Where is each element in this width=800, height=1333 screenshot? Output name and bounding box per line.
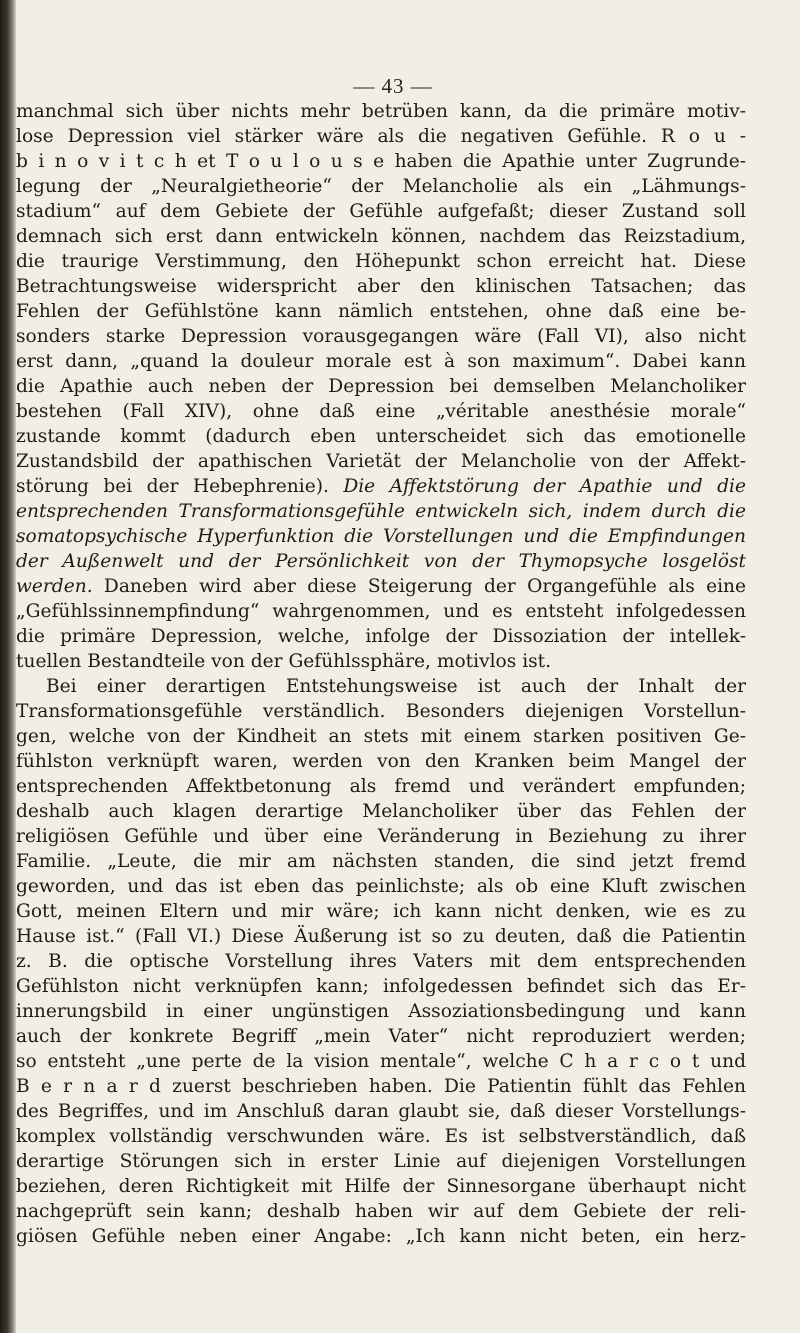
- text-line: die Apathie auch neben der Depression bei demselben Melancholiker: [16, 376, 746, 397]
- text-line: fühlston verknüpft waren, werden von den Kranken beim Mangel der: [16, 751, 746, 772]
- text-line: Transformationsgefühle verständlich. Besonders diejenigen Vorstellun-: [16, 701, 746, 722]
- text-line: entsprechenden Affektbetonung als fremd und verändert empfunden;: [16, 776, 746, 797]
- text-line: beziehen, deren Richtigkeit mit Hilfe der Sinnesorgane überhaupt nicht: [16, 1176, 746, 1197]
- text-line: z. B. die optische Vorstellung ihres Vaters mit dem entsprechenden: [16, 951, 746, 972]
- text-line: geworden, und das ist eben das peinlichste; als ob eine Kluft zwischen: [16, 876, 746, 897]
- text-line: erst dann, „quand la douleur morale est à son maximum“. Dabei kann: [16, 351, 746, 372]
- text-line: komplex vollständig verschwunden wäre. Es ist selbstverständlich, daß: [16, 1126, 746, 1147]
- page-number: — 43 —: [353, 74, 433, 98]
- text-line: giösen Gefühle neben einer Angabe: „Ich kann nicht beten, ein herz-: [16, 1226, 746, 1247]
- text-line: die traurige Verstimmung, den Höhepunkt schon erreicht hat. Diese: [16, 251, 746, 272]
- text-line: des Begriffes, und im Anschluß daran glaubt sie, daß dieser Vorstellungs-: [16, 1101, 746, 1122]
- text-line: sonders starke Depression vorausgegangen wäre (Fall VI), also nicht: [16, 326, 746, 347]
- text-line: bestehen (Fall XIV), ohne daß eine „véritable anesthésie morale“: [16, 401, 746, 422]
- text-line: Bei einer derartigen Entstehungsweise ist auch der Inhalt der: [46, 676, 746, 697]
- text-line: b i n o v i t c h et T o u l o u s e haben die Apathie unter Zugrunde-: [16, 151, 746, 172]
- text-line: legung der „Neuralgietheorie“ der Melancholie als ein „Lähmungs-: [16, 176, 746, 197]
- text-line: somatopsychische Hyperfunktion die Vorstellungen und die Empfindungen: [16, 526, 746, 547]
- text-line: werden. Daneben wird aber diese Steigerung der Organgefühle als eine: [16, 576, 746, 597]
- text-line: gen, welche von der Kindheit an stets mit einem starken positiven Ge-: [16, 726, 746, 747]
- text-line: so entsteht „une perte de la vision mentale“, welche C h a r c o t und: [16, 1051, 746, 1072]
- text-line: manchmal sich über nichts mehr betrüben kann, da die primäre motiv-: [16, 101, 746, 122]
- text-line: zustande kommt (dadurch eben unterscheidet sich das emotionelle: [16, 426, 746, 447]
- text-line: B e r n a r d zuerst beschrieben haben. Die Patientin fühlt das Fehlen: [16, 1076, 746, 1097]
- book-binding-shadow: [0, 0, 16, 1333]
- text-line: deshalb auch klagen derartige Melancholiker über das Fehlen der: [16, 801, 746, 822]
- text-line: der Außenwelt und der Persönlichkeit von der Thymopsyche losgelöst: [16, 551, 746, 572]
- book-page: [16, 0, 800, 1333]
- text-line: entsprechenden Transformationsgefühle entwickeln sich, indem durch die: [16, 501, 746, 522]
- body-text: [16, 99, 746, 1249]
- text-line: lose Depression viel stärker wäre als die negativen Gefühle. R o u -: [16, 126, 746, 147]
- text-line: Zustandsbild der apathischen Varietät der Melancholie von der Affekt-: [16, 451, 746, 472]
- text-line: auch der konkrete Begriff „mein Vater“ nicht reproduziert werden;: [16, 1026, 746, 1047]
- text-line: Gefühlston nicht verknüpfen kann; infolgedessen befindet sich das Er-: [16, 976, 746, 997]
- text-line: demnach sich erst dann entwickeln können, nachdem das Reizstadium,: [16, 226, 746, 247]
- text-line: störung bei der Hebephrenie). Die Affektstörung der Apathie und die: [16, 476, 746, 497]
- text-line: „Gefühlssinnempfindung“ wahrgenommen, und es entsteht infolgedessen: [16, 601, 746, 622]
- text-line: nachgeprüft sein kann; deshalb haben wir auf dem Gebiete der reli-: [16, 1201, 746, 1222]
- text-line: Fehlen der Gefühlstöne kann nämlich entstehen, ohne daß eine be-: [16, 301, 746, 322]
- text-line: tuellen Bestandteile von der Gefühlssphäre, motivlos ist.: [16, 651, 552, 672]
- text-line: Hause ist.“ (Fall VI.) Diese Äußerung ist so zu deuten, daß die Patientin: [16, 926, 746, 947]
- text-line: Betrachtungsweise widerspricht aber den klinischen Tatsachen; das: [16, 276, 746, 297]
- text-line: derartige Störungen sich in erster Linie auf diejenigen Vorstellungen: [16, 1151, 746, 1172]
- text-line: innerungsbild in einer ungünstigen Assoziationsbedingung und kann: [16, 1001, 746, 1022]
- text-line: religiösen Gefühle und über eine Veränderung in Beziehung zu ihrer: [16, 826, 746, 847]
- text-line: Gott, meinen Eltern und mir wäre; ich kann nicht denken, wie es zu: [16, 901, 746, 922]
- text-line: Familie. „Leute, die mir am nächsten standen, die sind jetzt fremd: [16, 851, 746, 872]
- text-line: die primäre Depression, welche, infolge der Dissoziation der intellek-: [16, 626, 746, 647]
- text-line: stadium“ auf dem Gebiete der Gefühle aufgefaßt; dieser Zustand soll: [16, 201, 746, 222]
